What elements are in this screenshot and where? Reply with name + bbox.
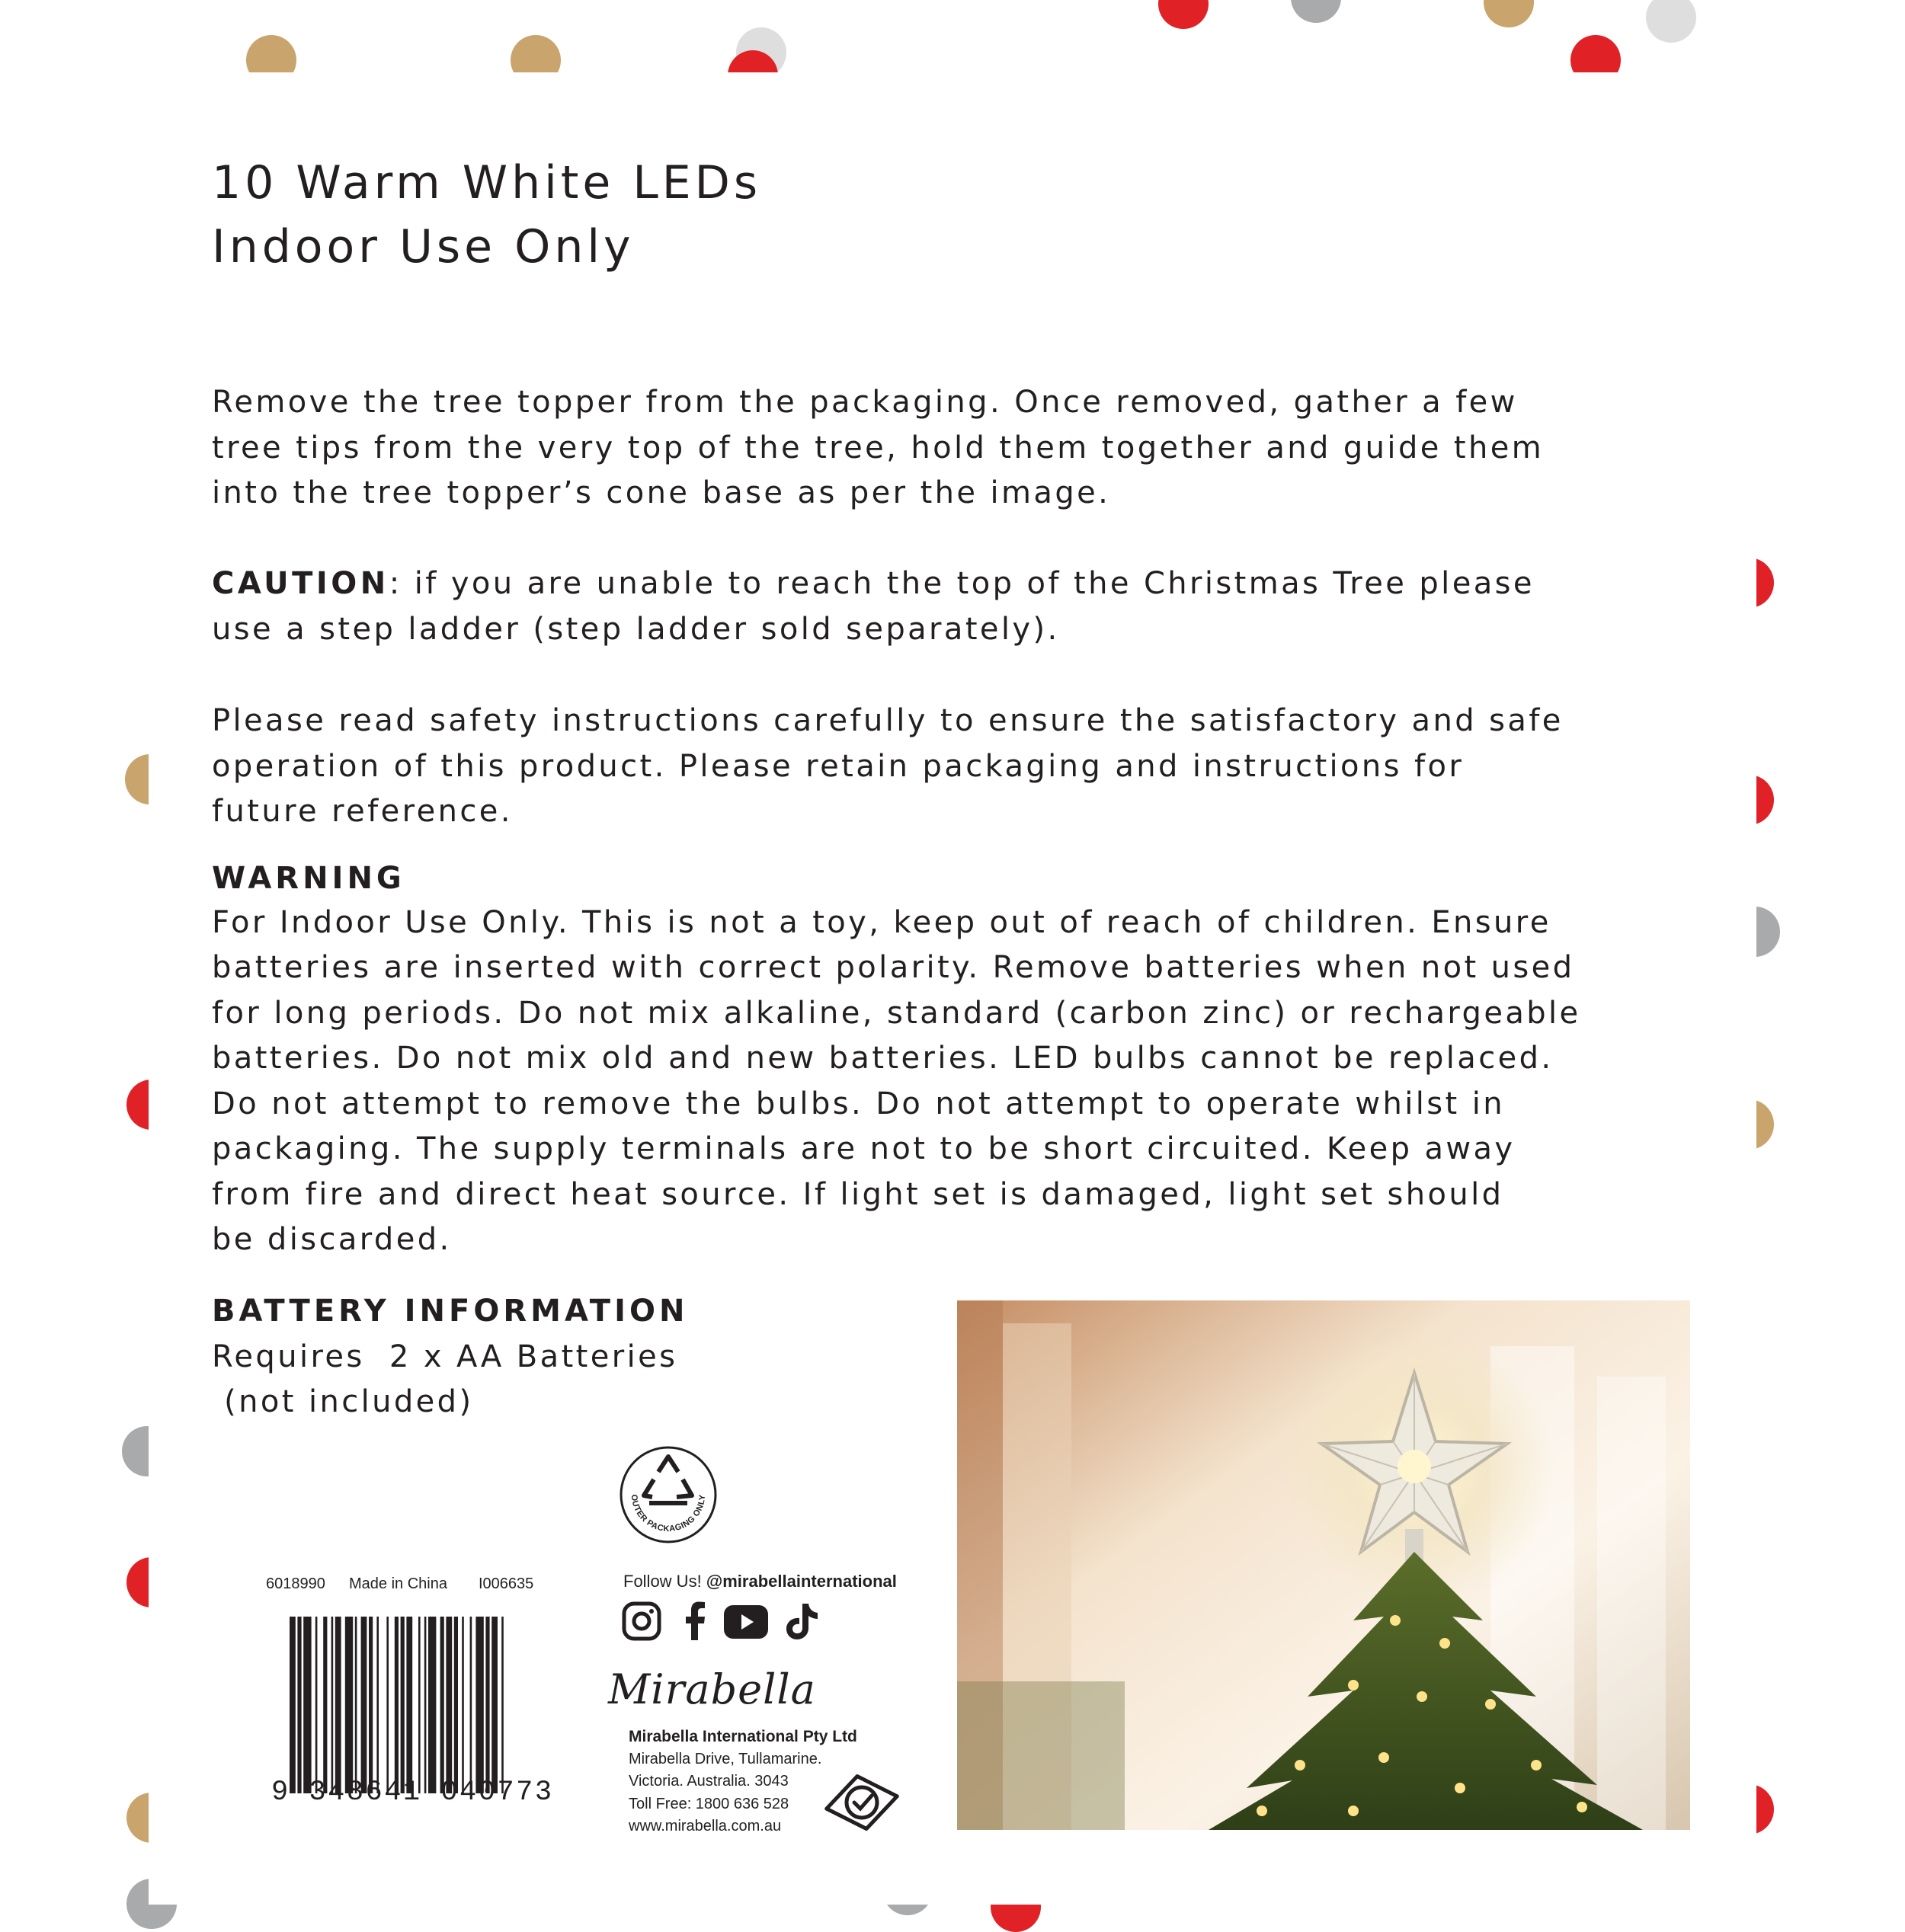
barcode-bar <box>395 1617 399 1793</box>
barcode-bar <box>315 1617 318 1793</box>
barcode-bar <box>290 1617 296 1793</box>
tiktok-icon[interactable] <box>781 1601 822 1642</box>
caution-label: CAUTION <box>212 566 389 601</box>
barcode-bar <box>406 1617 412 1793</box>
follow-us-text <box>623 1572 897 1591</box>
safety-line: operation of this product. Please retain packaging and instructions for <box>212 748 1465 784</box>
confetti-dot <box>1291 0 1341 23</box>
instagram-icon[interactable] <box>621 1601 662 1642</box>
caution-text: : if you are unable to reach the top of the Christmas Tree please <box>389 566 1535 601</box>
toll-free-phone: Toll Free: 1800 636 528 <box>629 1795 789 1812</box>
barcode-bar <box>345 1617 353 1793</box>
barcode-bar <box>376 1617 379 1793</box>
barcode-bar <box>428 1617 436 1793</box>
mirabella-logo: Mirabella <box>608 1665 816 1713</box>
battery-note: (not included) <box>212 1384 474 1419</box>
confetti-dot <box>1484 0 1534 27</box>
warning-line: packaging. The supply terminals are not to be short circuited. Keep away <box>212 1131 1516 1166</box>
youtube-icon[interactable] <box>724 1605 768 1639</box>
product-heading <box>212 151 761 279</box>
indoor-use-title: Indoor Use Only <box>212 220 635 273</box>
safety-line: Please read safety instructions carefully to ensure the satisfactory and safe <box>212 703 1564 738</box>
warning-line: for long periods. Do not mix alkaline, standard (carbon zinc) or rechargeable <box>212 995 1581 1031</box>
led-count-title: 10 Warm White LEDs <box>212 156 762 210</box>
instructions-line: tree tips from the very top of the tree, hold them together and guide them <box>212 430 1545 465</box>
barcode-bar <box>323 1617 327 1793</box>
barcode-bar <box>335 1617 341 1793</box>
safety-line: future reference. <box>212 794 513 829</box>
address-region: Victoria. Australia. 3043 <box>629 1773 789 1790</box>
confetti-dot <box>1158 0 1209 29</box>
instructions-line: Remove the tree topper from the packaging. Once removed, gather a few <box>212 385 1518 420</box>
barcode-image <box>290 1617 518 1793</box>
barcode-bar <box>303 1617 311 1793</box>
barcode-bar <box>418 1617 421 1793</box>
barcode-bar <box>501 1617 504 1793</box>
barcode-bar <box>386 1617 389 1793</box>
sku-code: 6018990 <box>266 1575 325 1592</box>
address-street: Mirabella Drive, Tullamarine. <box>629 1750 822 1767</box>
barcode-bar <box>440 1617 444 1793</box>
warning-line: batteries. Do not mix old and new batteries. LED bulbs cannot be replaced. <box>212 1041 1554 1076</box>
barcode-bar <box>297 1617 301 1793</box>
barcode-bar <box>454 1617 458 1793</box>
barcode-bar <box>491 1617 498 1793</box>
caution-paragraph <box>212 561 1535 652</box>
barcode-bar <box>475 1617 483 1793</box>
instructions-line: into the tree topper’s cone base as per the image. <box>212 475 1111 510</box>
rcm-compliance-icon <box>821 1772 902 1833</box>
barcode-bar <box>355 1617 357 1793</box>
warning-line: from fire and direct heat source. If light set is damaged, light set should <box>212 1176 1504 1212</box>
barcode-bar <box>462 1617 464 1793</box>
warning-line: For Indoor Use Only. This is not a toy, keep out of reach of children. Ensure <box>212 904 1551 940</box>
instructions-paragraph <box>212 380 1544 517</box>
barcode-number: 9 348641 040773 <box>271 1777 554 1809</box>
barcode-bar <box>424 1617 427 1793</box>
origin-label: Made in China <box>349 1575 447 1592</box>
barcode-bar <box>446 1617 452 1793</box>
recycle-icon <box>619 1445 718 1544</box>
social-handle: @mirabellainternational <box>706 1572 897 1591</box>
safety-paragraph <box>212 699 1564 835</box>
battery-section <box>212 1289 688 1425</box>
recycle-label: OUTER PACKAGING ONLY <box>629 1494 708 1534</box>
barcode-bar <box>470 1617 472 1793</box>
caution-line: use a step ladder (step ladder sold separately). <box>212 611 1060 647</box>
confetti-dot <box>1646 0 1696 43</box>
product-photo <box>957 1300 1690 1830</box>
barcode-bar <box>369 1617 373 1793</box>
warning-section <box>212 856 1581 1263</box>
barcode-bar <box>401 1617 405 1793</box>
battery-requirement: Requires 2 x AA Batteries <box>212 1339 678 1374</box>
company-name: Mirabella International Pty Ltd <box>629 1728 857 1745</box>
barcode-bar <box>485 1617 489 1793</box>
website-link[interactable]: www.mirabella.com.au <box>629 1818 782 1834</box>
warning-title: WARNING <box>212 861 405 896</box>
facebook-icon[interactable] <box>675 1601 716 1642</box>
batch-code: I006635 <box>479 1575 534 1592</box>
warning-line: be discarded. <box>212 1222 452 1257</box>
battery-title: BATTERY INFORMATION <box>212 1294 689 1329</box>
barcode-bar <box>361 1617 367 1793</box>
warning-line: Do not attempt to remove the bulbs. Do not attempt to operate whilst in <box>212 1086 1505 1121</box>
barcode-bar <box>331 1617 334 1793</box>
warning-line: batteries are inserted with correct polarity. Remove batteries when not used <box>212 950 1575 985</box>
follow-prefix: Follow Us! <box>623 1572 706 1591</box>
